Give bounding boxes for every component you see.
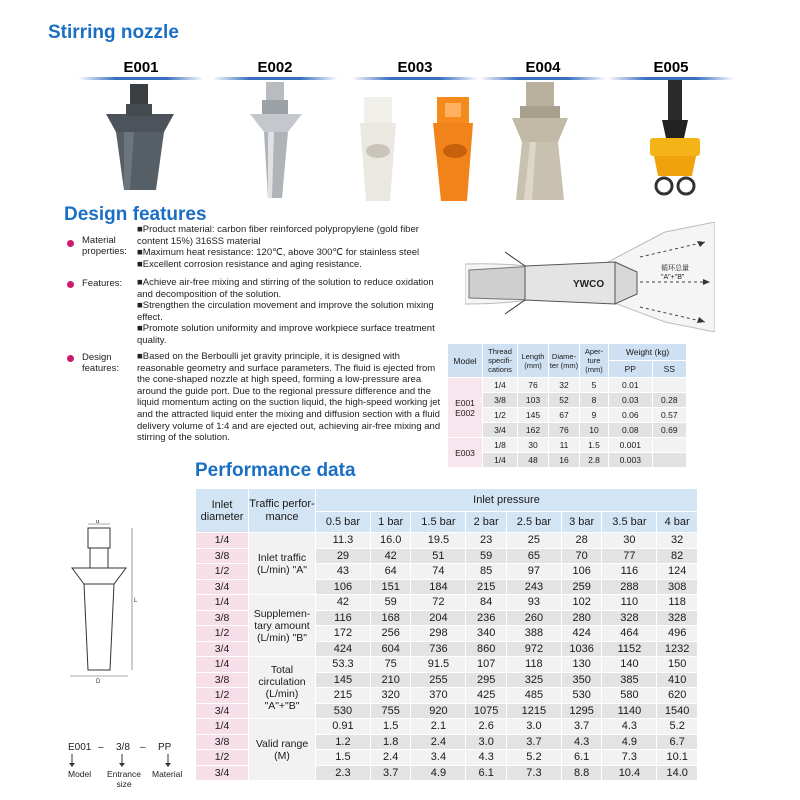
value-cell: 70 — [561, 548, 602, 564]
table-row — [196, 657, 698, 673]
value-cell: 43 — [316, 564, 371, 580]
value-cell: 4.9 — [602, 734, 657, 750]
value-cell: 140 — [602, 657, 657, 673]
cell: 67 — [549, 408, 580, 423]
cell: 1/4 — [483, 453, 518, 468]
value-cell: 97 — [506, 564, 561, 580]
section-title-design-features: Design features — [64, 204, 207, 225]
inlet-diameter-cell: 3/8 — [196, 672, 249, 688]
value-cell: 328 — [602, 610, 657, 626]
cell: 2.8 — [580, 453, 609, 468]
cell: 30 — [518, 438, 549, 453]
value-cell: 325 — [506, 672, 561, 688]
value-cell: 256 — [370, 626, 411, 642]
col-header-inlet-diameter: Inlet diameter — [196, 489, 249, 533]
value-cell: 1295 — [561, 703, 602, 719]
col-header-model: Model — [448, 344, 483, 378]
product-image-e004 — [500, 82, 580, 202]
value-cell: 1232 — [657, 641, 698, 657]
tab-e004[interactable] — [494, 58, 592, 80]
cell — [652, 438, 686, 453]
value-cell: 1.5 — [316, 750, 371, 766]
performance-table-body — [196, 533, 698, 781]
value-cell: 28 — [561, 533, 602, 549]
value-cell: 2.6 — [466, 719, 507, 735]
col-header-thread: Thread specifi- cations — [483, 344, 518, 378]
value-cell: 530 — [316, 703, 371, 719]
cell: 0.01 — [609, 378, 653, 393]
product-image-e001 — [100, 84, 180, 194]
tab-e005[interactable] — [622, 58, 720, 80]
value-cell: 25 — [506, 533, 561, 549]
value-cell: 29 — [316, 548, 371, 564]
value-cell: 370 — [411, 688, 466, 704]
tab-e001[interactable] — [92, 58, 190, 80]
tab-label: E005 — [653, 59, 689, 76]
inlet-diameter-cell: 3/8 — [196, 734, 249, 750]
value-cell: 1152 — [602, 641, 657, 657]
col-header-weight: Weight (kg) — [609, 344, 687, 361]
model-code-part-material: PP — [158, 742, 172, 753]
value-cell: 150 — [657, 657, 698, 673]
col-header-pressure: 3 bar — [561, 512, 602, 533]
table-row — [196, 719, 698, 735]
section-title-performance-data: Performance data — [195, 460, 356, 481]
inlet-diameter-cell: 1/4 — [196, 657, 249, 673]
bullet-icon — [67, 281, 74, 288]
product-image-e003-white — [350, 95, 410, 205]
value-cell: 116 — [602, 564, 657, 580]
col-header-pressure: 3.5 bar — [602, 512, 657, 533]
value-cell: 1.8 — [370, 734, 411, 750]
value-cell: 620 — [657, 688, 698, 704]
value-cell: 210 — [370, 672, 411, 688]
value-cell: 42 — [316, 595, 371, 611]
value-cell: 93 — [506, 595, 561, 611]
inlet-diameter-cell: 3/4 — [196, 765, 249, 781]
svg-text:d: d — [96, 520, 100, 525]
value-cell: 16.0 — [370, 533, 411, 549]
cell: 52 — [549, 393, 580, 408]
value-cell: 32 — [657, 533, 698, 549]
col-header-pressure: 2 bar — [466, 512, 507, 533]
value-cell: 298 — [411, 626, 466, 642]
tab-e002[interactable] — [226, 58, 324, 80]
feature-line: ■Achieve air-free mixing and stirring of the solution to reduce oxidation and decomposition of the solution. — [137, 277, 434, 300]
value-cell: 320 — [370, 688, 411, 704]
cell: 1/4 — [483, 378, 518, 393]
value-cell: 280 — [561, 610, 602, 626]
col-header-pp: PP — [609, 361, 653, 378]
value-cell: 102 — [561, 595, 602, 611]
value-cell: 8.8 — [561, 765, 602, 781]
bullet-icon — [67, 355, 74, 362]
cell — [652, 453, 686, 468]
value-cell: 59 — [370, 595, 411, 611]
col-header-pressure: 0.5 bar — [316, 512, 371, 533]
performance-table — [195, 488, 698, 781]
value-cell: 3.4 — [411, 750, 466, 766]
value-cell: 184 — [411, 579, 466, 595]
cell: 1.5 — [580, 438, 609, 453]
value-cell: 485 — [506, 688, 561, 704]
value-cell: 3.0 — [466, 734, 507, 750]
value-cell: 4.3 — [466, 750, 507, 766]
cell: 0.003 — [609, 453, 653, 468]
model-code-label-material: Material — [152, 769, 183, 779]
value-cell: 7.3 — [602, 750, 657, 766]
col-header-aperture: Aper- ture (mm) — [580, 344, 609, 378]
value-cell: 388 — [506, 626, 561, 642]
value-cell: 172 — [316, 626, 371, 642]
model-code-arrows — [66, 754, 196, 768]
value-cell: 10.4 — [602, 765, 657, 781]
value-cell: 604 — [370, 641, 411, 657]
value-cell: 2.1 — [411, 719, 466, 735]
value-cell: 10.1 — [657, 750, 698, 766]
cell: 9 — [580, 408, 609, 423]
value-cell: 84 — [466, 595, 507, 611]
value-cell: 53.3 — [316, 657, 371, 673]
value-cell: 106 — [316, 579, 371, 595]
value-cell: 259 — [561, 579, 602, 595]
value-cell: 11.3 — [316, 533, 371, 549]
value-cell: 5.2 — [506, 750, 561, 766]
col-header-pressure: 4 bar — [657, 512, 698, 533]
value-cell: 3.7 — [370, 765, 411, 781]
model-code-part-model: E001 — [68, 742, 92, 753]
value-cell: 236 — [466, 610, 507, 626]
nozzle-dimension-drawing — [62, 520, 142, 685]
value-cell: 72 — [411, 595, 466, 611]
value-cell: 2.3 — [316, 765, 371, 781]
feature-line: ■Based on the Berboulli jet gravity principle, it is designed with reasonable geometry and surface parameters. The fluid is ejected from the cone-shaped nozzle at high speed, forming a low-pressure area around the guide port. Due to the regional pressure difference and the liquid momentum acting on the suction liquid, the high-speed working jet and the attracted liquid enter the mixing and diffusion section with a fluid delivery volume of 1:4 and are ejected out, achieving air-free mixing and stirring of the solution. — [137, 351, 441, 444]
feature-line: ■Promote solution uniformity and improve workpiece surface treatment quality. — [137, 323, 435, 346]
inlet-diameter-cell: 3/4 — [196, 641, 249, 657]
col-header-pressure: 1 bar — [370, 512, 411, 533]
col-header-pressure: 2.5 bar — [506, 512, 561, 533]
diagram-note-2: "A"+"B" — [661, 274, 685, 281]
features-text — [137, 277, 442, 347]
value-cell: 1075 — [466, 703, 507, 719]
value-cell: 14.0 — [657, 765, 698, 781]
value-cell: 145 — [316, 672, 371, 688]
value-cell: 75 — [370, 657, 411, 673]
traffic-label-cell: Inlet traffic (L/min) "A" — [249, 533, 316, 595]
cell: 145 — [518, 408, 549, 423]
inlet-diameter-cell: 3/8 — [196, 610, 249, 626]
value-cell: 530 — [561, 688, 602, 704]
value-cell: 3.7 — [506, 734, 561, 750]
value-cell: 328 — [657, 610, 698, 626]
value-cell: 350 — [561, 672, 602, 688]
cell: 0.03 — [609, 393, 653, 408]
value-cell: 106 — [561, 564, 602, 580]
cell: 0.28 — [652, 393, 686, 408]
traffic-label-cell: Total circulation (L/min) "A"+"B" — [249, 657, 316, 719]
value-cell: 4.3 — [561, 734, 602, 750]
value-cell: 1215 — [506, 703, 561, 719]
value-cell: 85 — [466, 564, 507, 580]
value-cell: 51 — [411, 548, 466, 564]
value-cell: 215 — [316, 688, 371, 704]
cell: 0.001 — [609, 438, 653, 453]
value-cell: 118 — [506, 657, 561, 673]
model-code-label-model: Model — [68, 769, 92, 779]
cell: 0.08 — [609, 423, 653, 438]
value-cell: 424 — [561, 626, 602, 642]
value-cell: 91.5 — [411, 657, 466, 673]
value-cell: 5.2 — [657, 719, 698, 735]
diagram-brand: YWCO — [573, 279, 605, 290]
cell: 3/8 — [483, 393, 518, 408]
product-image-e005 — [640, 80, 710, 200]
svg-text:L: L — [134, 598, 138, 604]
model-code-part-size: 3/8 — [116, 742, 130, 753]
value-cell: 580 — [602, 688, 657, 704]
inlet-diameter-cell: 1/2 — [196, 750, 249, 766]
material-properties-text — [137, 224, 442, 270]
inlet-diameter-cell: 3/4 — [196, 703, 249, 719]
cell: 0.57 — [652, 408, 686, 423]
cell — [652, 378, 686, 393]
value-cell: 464 — [602, 626, 657, 642]
product-image-e003-orange — [425, 95, 485, 205]
cell: 5 — [580, 378, 609, 393]
tab-e003[interactable] — [366, 58, 464, 80]
inlet-diameter-cell: 1/4 — [196, 533, 249, 549]
model-code-label-size: Entrance size — [106, 769, 142, 789]
value-cell: 204 — [411, 610, 466, 626]
feature-line: ■Product material: carbon fiber reinforced polypropylene (gold fiber content 15%) 316SS material — [137, 224, 419, 247]
inlet-diameter-cell: 1/2 — [196, 688, 249, 704]
value-cell: 385 — [602, 672, 657, 688]
feature-label-material: Material properties: — [82, 235, 127, 257]
cell: 76 — [549, 423, 580, 438]
cell: 8 — [580, 393, 609, 408]
col-header-pressure: 1.5 bar — [411, 512, 466, 533]
weight-table — [447, 343, 687, 468]
feature-label-design: Design features: — [82, 352, 119, 374]
tab-label: E004 — [525, 59, 561, 76]
svg-text:D: D — [96, 679, 101, 685]
value-cell: 124 — [657, 564, 698, 580]
tab-label: E003 — [397, 59, 433, 76]
value-cell: 42 — [370, 548, 411, 564]
value-cell: 255 — [411, 672, 466, 688]
col-header-diameter: Diame- ter (mm) — [549, 344, 580, 378]
flow-diagram — [465, 222, 715, 332]
value-cell: 736 — [411, 641, 466, 657]
traffic-label-cell: Supplemen- tary amount (L/min) "B" — [249, 595, 316, 657]
value-cell: 2.4 — [411, 734, 466, 750]
cell: 11 — [549, 438, 580, 453]
value-cell: 130 — [561, 657, 602, 673]
value-cell: 340 — [466, 626, 507, 642]
cell: 16 — [549, 453, 580, 468]
value-cell: 1.2 — [316, 734, 371, 750]
cell: 103 — [518, 393, 549, 408]
inlet-diameter-cell: 1/2 — [196, 564, 249, 580]
inlet-diameter-cell: 3/4 — [196, 579, 249, 595]
table-row — [196, 533, 698, 549]
value-cell: 860 — [466, 641, 507, 657]
tab-label: E002 — [257, 59, 293, 76]
value-cell: 168 — [370, 610, 411, 626]
value-cell: 243 — [506, 579, 561, 595]
col-header-ss: SS — [652, 361, 686, 378]
value-cell: 920 — [411, 703, 466, 719]
value-cell: 215 — [466, 579, 507, 595]
value-cell: 59 — [466, 548, 507, 564]
feature-label-features: Features: — [82, 278, 123, 289]
value-cell: 1140 — [602, 703, 657, 719]
tab-label: E001 — [123, 59, 159, 76]
cell: 1/2 — [483, 408, 518, 423]
value-cell: 107 — [466, 657, 507, 673]
inlet-diameter-cell: 1/2 — [196, 626, 249, 642]
feature-line: ■Excellent corrosion resistance and aging resistance. — [137, 258, 362, 270]
value-cell: 4.3 — [602, 719, 657, 735]
value-cell: 65 — [506, 548, 561, 564]
value-cell: 755 — [370, 703, 411, 719]
product-image-e002 — [236, 82, 316, 202]
feature-line: ■Strengthen the circulation movement and improve the solution mixing effect. — [137, 300, 434, 323]
value-cell: 151 — [370, 579, 411, 595]
diagram-note: 循环总量 — [661, 265, 689, 272]
value-cell: 972 — [506, 641, 561, 657]
value-cell: 74 — [411, 564, 466, 580]
cell: 0.06 — [609, 408, 653, 423]
value-cell: 410 — [657, 672, 698, 688]
value-cell: 308 — [657, 579, 698, 595]
value-cell: 3.0 — [506, 719, 561, 735]
value-cell: 30 — [602, 533, 657, 549]
value-cell: 0.91 — [316, 719, 371, 735]
value-cell: 3.7 — [561, 719, 602, 735]
value-cell: 1.5 — [370, 719, 411, 735]
value-cell: 1540 — [657, 703, 698, 719]
model-cell: E001 E002 — [448, 378, 483, 438]
section-title-stirring-nozzle: Stirring nozzle — [48, 22, 179, 43]
cell: 3/4 — [483, 423, 518, 438]
value-cell: 295 — [466, 672, 507, 688]
cell: 76 — [518, 378, 549, 393]
value-cell: 19.5 — [411, 533, 466, 549]
value-cell: 288 — [602, 579, 657, 595]
value-cell: 496 — [657, 626, 698, 642]
value-cell: 77 — [602, 548, 657, 564]
traffic-label-cell: Valid range (M) — [249, 719, 316, 781]
model-cell: E003 — [448, 438, 483, 468]
inlet-diameter-cell: 1/4 — [196, 595, 249, 611]
value-cell: 6.7 — [657, 734, 698, 750]
inlet-diameter-cell: 3/8 — [196, 548, 249, 564]
value-cell: 116 — [316, 610, 371, 626]
cell: 32 — [549, 378, 580, 393]
value-cell: 23 — [466, 533, 507, 549]
value-cell: 2.4 — [370, 750, 411, 766]
value-cell: 4.9 — [411, 765, 466, 781]
cell: 1/8 — [483, 438, 518, 453]
value-cell: 6.1 — [561, 750, 602, 766]
cell: 0.69 — [652, 423, 686, 438]
cell: 162 — [518, 423, 549, 438]
inlet-diameter-cell: 1/4 — [196, 719, 249, 735]
value-cell: 7.3 — [506, 765, 561, 781]
cell: 10 — [580, 423, 609, 438]
value-cell: 118 — [657, 595, 698, 611]
value-cell: 425 — [466, 688, 507, 704]
cell: 48 — [518, 453, 549, 468]
col-header-inlet-pressure: Inlet pressure — [316, 489, 698, 512]
table-row — [196, 595, 698, 611]
bullet-icon — [67, 240, 74, 247]
value-cell: 6.1 — [466, 765, 507, 781]
value-cell: 1036 — [561, 641, 602, 657]
design-features-text — [137, 351, 442, 444]
col-header-length: Length (mm) — [518, 344, 549, 378]
col-header-traffic: Traffic perfor- mance — [249, 489, 316, 533]
value-cell: 260 — [506, 610, 561, 626]
value-cell: 82 — [657, 548, 698, 564]
value-cell: 110 — [602, 595, 657, 611]
value-cell: 64 — [370, 564, 411, 580]
feature-line: ■Maximum heat resistance: 120℃, above 300℃ for stainless steel — [137, 247, 420, 259]
value-cell: 424 — [316, 641, 371, 657]
